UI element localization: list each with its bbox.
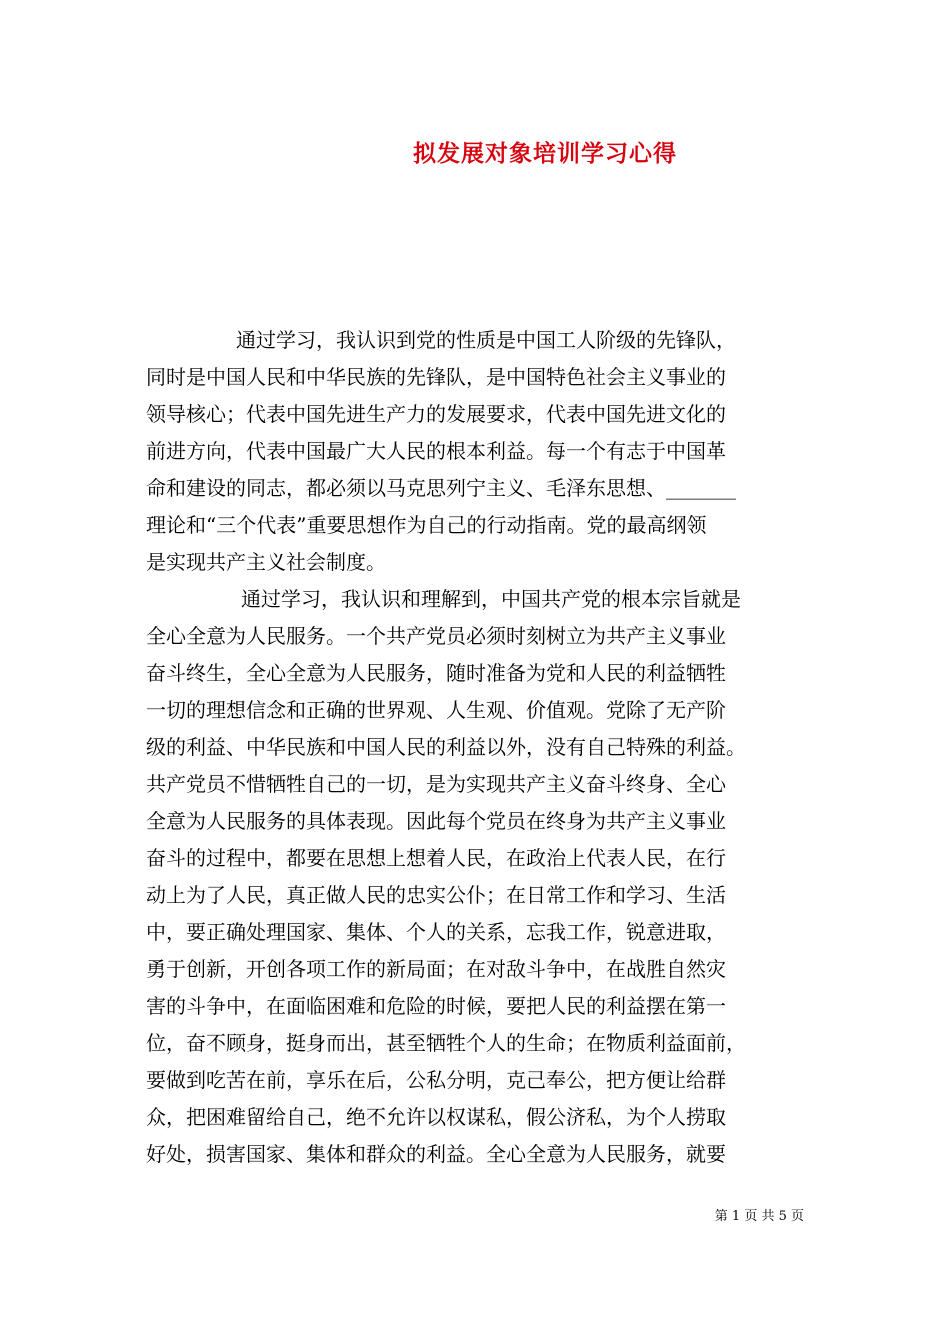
body-line: 领导核心；代表中国先进生产力的发展要求，代表中国先进文化的 [146,402,726,426]
body-line: 级的利益、中华民族和中国人民的利益以外，没有自己特殊的利益。 [146,735,746,759]
page-footer: 第 1 页 共 5 页 [714,1209,804,1224]
body-line: 一切的理想信念和正确的世界观、人生观、价值观。党除了无产阶 [146,698,726,722]
body-line: 通过学习，我认识和理解到，中国共产党的根本宗旨就是 [241,587,741,611]
body-line: 命和建设的同志，都必须以马克思列宁主义、毛泽东思想、_______ [146,476,736,500]
body-line: 全心全意为人民服务。一个共产党员必须时刻树立为共产主义事业 [146,624,726,648]
body-line: 要做到吃苦在前，享乐在后，公私分明，克己奉公，把方便让给群 [146,1068,726,1092]
body-line: 害的斗争中，在面临困难和危险的时候，要把人民的利益摆在第一 [146,994,726,1018]
body-line: 同时是中国人民和中华民族的先锋队，是中国特色社会主义事业的 [146,365,726,389]
body-line: 理论和“三个代表”重要思想作为自己的行动指南。党的最高纲领 [146,513,707,537]
document-title: 拟发展对象培训学习心得 [413,140,677,167]
body-line: 中，要正确处理国家、集体、个人的关系，忘我工作，锐意进取， [146,920,726,944]
body-line: 全意为人民服务的具体表现。因此每个党员在终身为共产主义事业 [146,809,726,833]
body-line: 位，奋不顾身，挺身而出，甚至牺牲个人的生命；在物质利益面前， [146,1031,746,1055]
body-line: 好处，损害国家、集体和群众的利益。全心全意为人民服务，就要 [146,1142,726,1166]
body-line: 动上为了人民，真正做人民的忠实公仆；在日常工作和学习、生活 [146,883,726,907]
body-line: 奋斗的过程中，都要在思想上想着人民，在政治上代表人民，在行 [146,846,726,870]
body-line: 是实现共产主义社会制度。 [146,550,386,574]
body-line: 通过学习，我认识到党的性质是中国工人阶级的先锋队， [236,328,736,352]
body-line: 共产党员不惜牺牲自己的一切，是为实现共产主义奋斗终身、全心 [146,772,726,796]
body-line: 奋斗终生，全心全意为人民服务，随时准备为党和人民的利益牺牲 [146,661,726,685]
document-body [146,322,826,1173]
body-line: 勇于创新，开创各项工作的新局面；在对敌斗争中，在战胜自然灾 [146,957,726,981]
body-line: 众，把困难留给自己，绝不允许以权谋私，假公济私，为个人捞取 [146,1105,726,1129]
body-line: 前进方向，代表中国最广大人民的根本利益。每一个有志于中国革 [146,439,726,463]
